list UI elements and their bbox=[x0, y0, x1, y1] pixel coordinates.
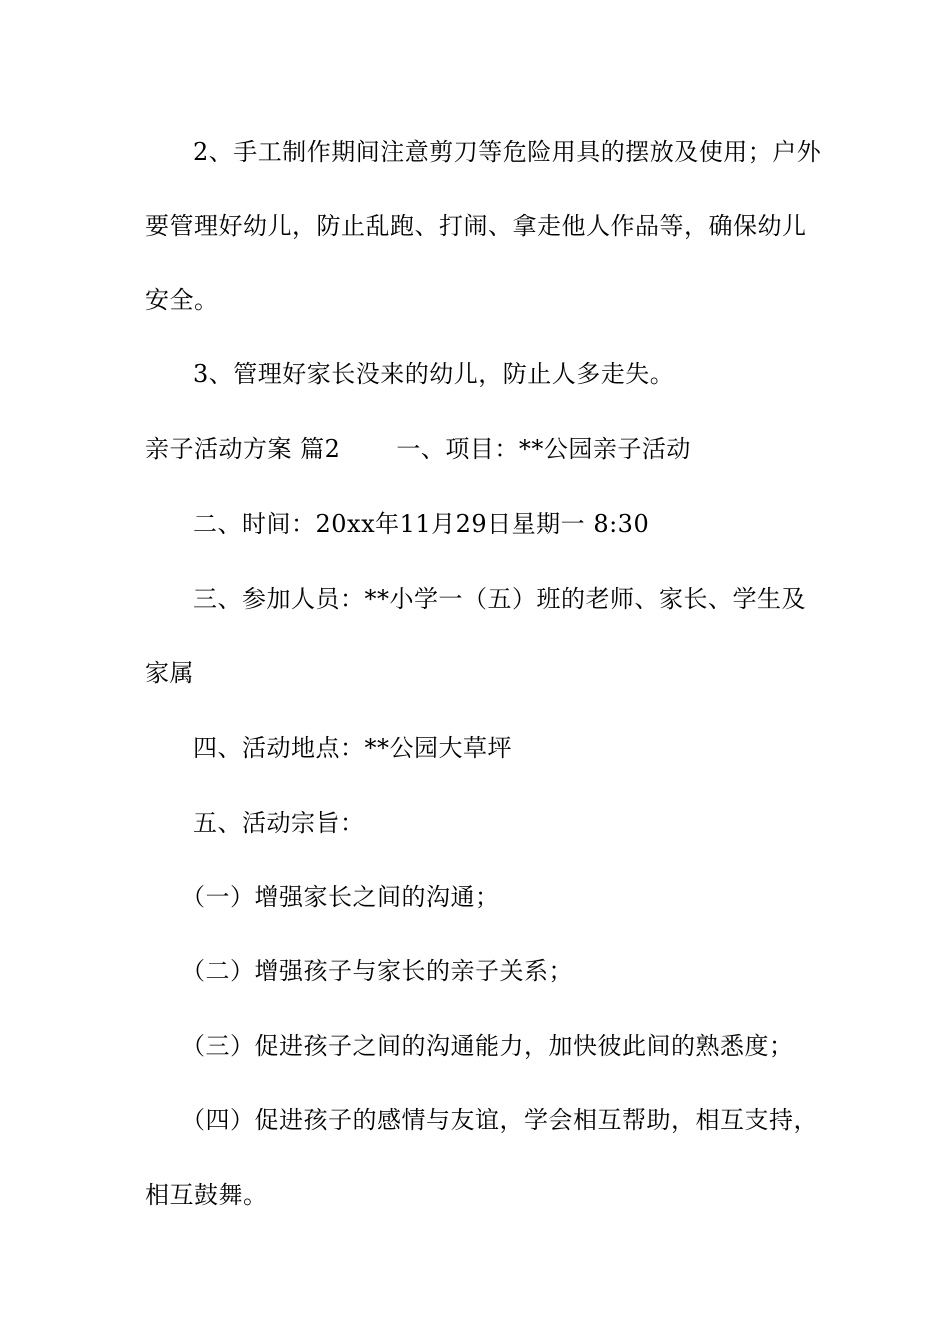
section-title: 亲子活动方案 篇2 bbox=[145, 435, 341, 463]
list-item: （四）促进孩子的感情与友谊，学会相互帮助，相互支持， bbox=[181, 1106, 818, 1134]
paragraph-line: 要管理好幼儿，防止乱跑、打闹、拿走他人作品等，确保幼儿 bbox=[145, 212, 807, 240]
paragraph-line: 家属 bbox=[145, 659, 194, 687]
paragraph-line: 四、活动地点：**公园大草坪 bbox=[193, 734, 512, 762]
paragraph-line: 安全。 bbox=[145, 286, 219, 314]
paragraph-line: 三、参加人员：**小学一（五）班的老师、家长、学生及 bbox=[193, 585, 806, 613]
paragraph-line: 相互鼓舞。 bbox=[145, 1181, 268, 1209]
paragraph-line: 五、活动宗旨： bbox=[193, 809, 365, 837]
paragraph-line: 2、手工制作期间注意剪刀等危险用具的摆放及使用；户外 bbox=[193, 138, 822, 166]
project-line: 一、项目：**公园亲子活动 bbox=[396, 435, 691, 463]
section-heading-line bbox=[145, 434, 691, 464]
list-item: （三）促进孩子之间的沟通能力，加快彼此间的熟悉度； bbox=[181, 1032, 794, 1060]
paragraph-line: 二、时间：20xx年11月29日星期一 8:30 bbox=[193, 510, 650, 538]
list-item: （二）增强孩子与家长的亲子关系； bbox=[181, 957, 573, 985]
list-item: （一）增强家长之间的沟通； bbox=[181, 883, 500, 911]
paragraph-line: 3、管理好家长没来的幼儿，防止人多走失。 bbox=[193, 360, 675, 388]
